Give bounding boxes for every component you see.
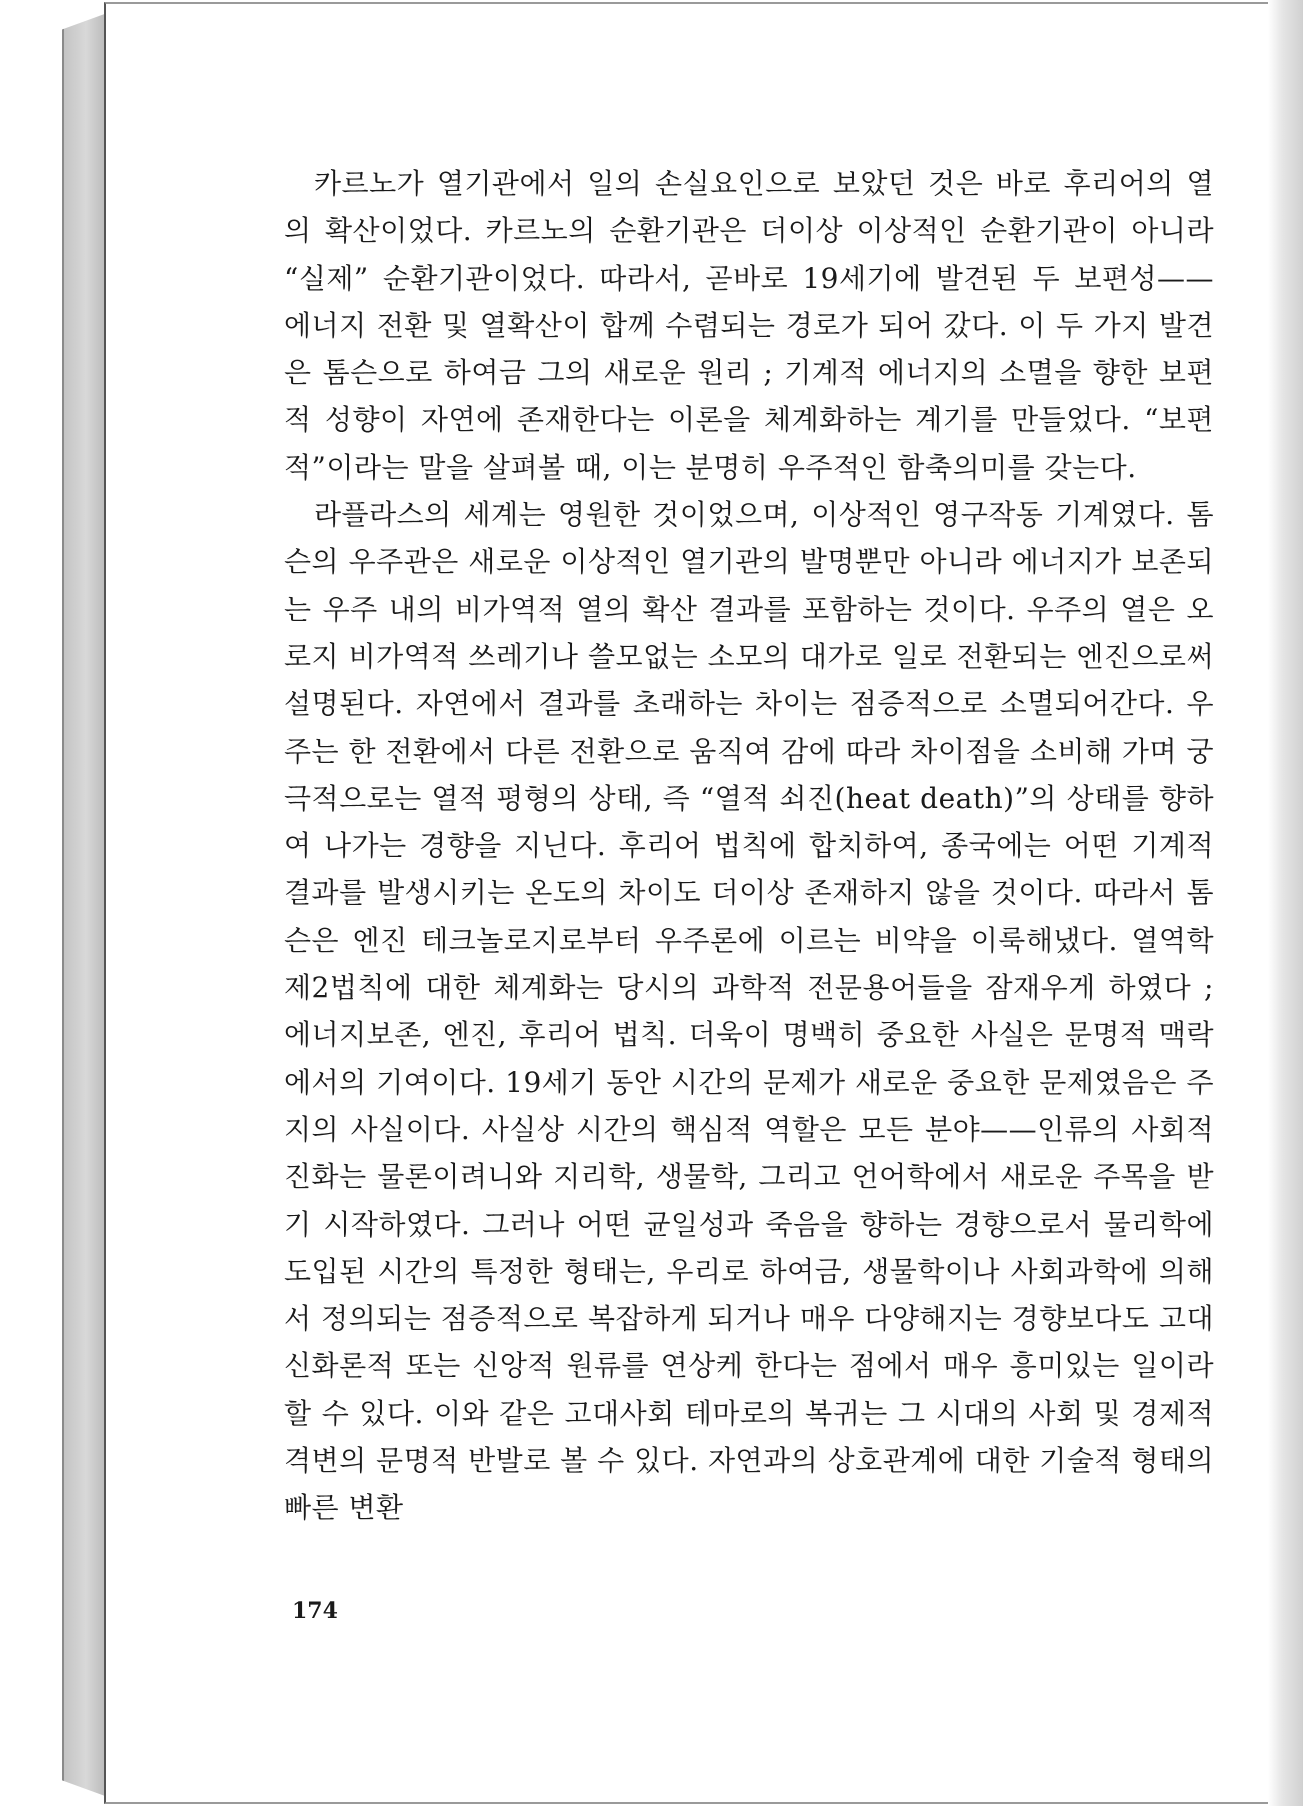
page-shadow (1268, 0, 1303, 1806)
page-number: 174 (292, 1598, 338, 1624)
body-text (284, 160, 1214, 1532)
paragraph-1: 카르노가 열기관에서 일의 손실요인으로 보았던 것은 바로 후리어의 열의 확산이었다. 카르노의 순환기관은 더이상 이상적인 순환기관이 아니라 “실제” 순환기관이었다. 따라서, 곧바로 19세기에 발견된 두 보편성—— 에너지 전환 및 열확산이 합께 수렴되는 경로가 되어 갔다. 이 두 가지 발견은 톰슨으로 하여금 그의 새로운 원리 ; 기계적 에너지의 소멸을 향한 보편적 성향이 자연에 존재한다는 이론을 체계화하는 계기를 만들었다. “보편적”이라는 말을 살펴볼 때, 이는 분명히 우주적인 함축의미를 갖는다. (284, 167, 1214, 484)
paragraph-2: 라플라스의 세계는 영원한 것이었으며, 이상적인 영구작동 기계였다. 톰슨의 우주관은 새로운 이상적인 열기관의 발명뿐만 아니라 에너지가 보존되는 우주 내의 비가역적 열의 확산 결과를 포함하는 것이다. 우주의 열은 오로지 비가역적 쓰레기나 쓸모없는 소모의 대가로 일로 전환되는 엔진으로써 설명된다. 자연에서 결과를 초래하는 차이는 점증적으로 소멸되어간다. 우주는 한 전환에서 다른 전환으로 움직여 감에 따라 차이점을 소비해 가며 궁극적으로는 열적 평형의 상태, 즉 “열적 쇠진(heat death)”의 상태를 향하여 나가는 경향을 지닌다. 후리어 법칙에 합치하여, 종국에는 어떤 기계적 결과를 발생시키는 온도의 차이도 더이상 존재하지 않을 것이다. 따라서 톰슨은 엔진 테크놀로지로부터 우주론에 이르는 비약을 이룩해냈다. 열역학 제2법칙에 대한 체계화는 당시의 과학적 전문용어들을 잠재우게 하였다 ; 에너지보존, 엔진, 후리어 법칙. 더욱이 명백히 중요한 사실은 문명적 맥락에서의 기여이다. 19세기 동안 시간의 문제가 새로운 중요한 문제였음은 주지의 사실이다. 사실상 시간의 핵심적 역할은 모든 분야——인류의 사회적 진화는 물론이려니와 지리학, 생물학, 그리고 언어학에서 새로운 주목을 받기 시작하였다. 그러나 어떤 균일성과 죽음을 향하는 경향으로서 물리학에 도입된 시간의 특정한 형태는, 우리로 하여금, 생물학이나 사회과학에 의해서 정의되는 점증적으로 복잡하게 되거나 매우 다양해지는 경향보다도 고대 신화론적 또는 신앙적 원류를 연상케 한다는 점에서 매우 흥미있는 일이라 할 수 있다. 이와 같은 고대사회 테마로의 복귀는 그 시대의 사회 및 경제적 격변의 문명적 반발로 볼 수 있다. 자연과의 상호관계에 대한 기술적 형태의 빠른 변환 (284, 498, 1215, 1525)
page-edge-spine (62, 4, 104, 1804)
